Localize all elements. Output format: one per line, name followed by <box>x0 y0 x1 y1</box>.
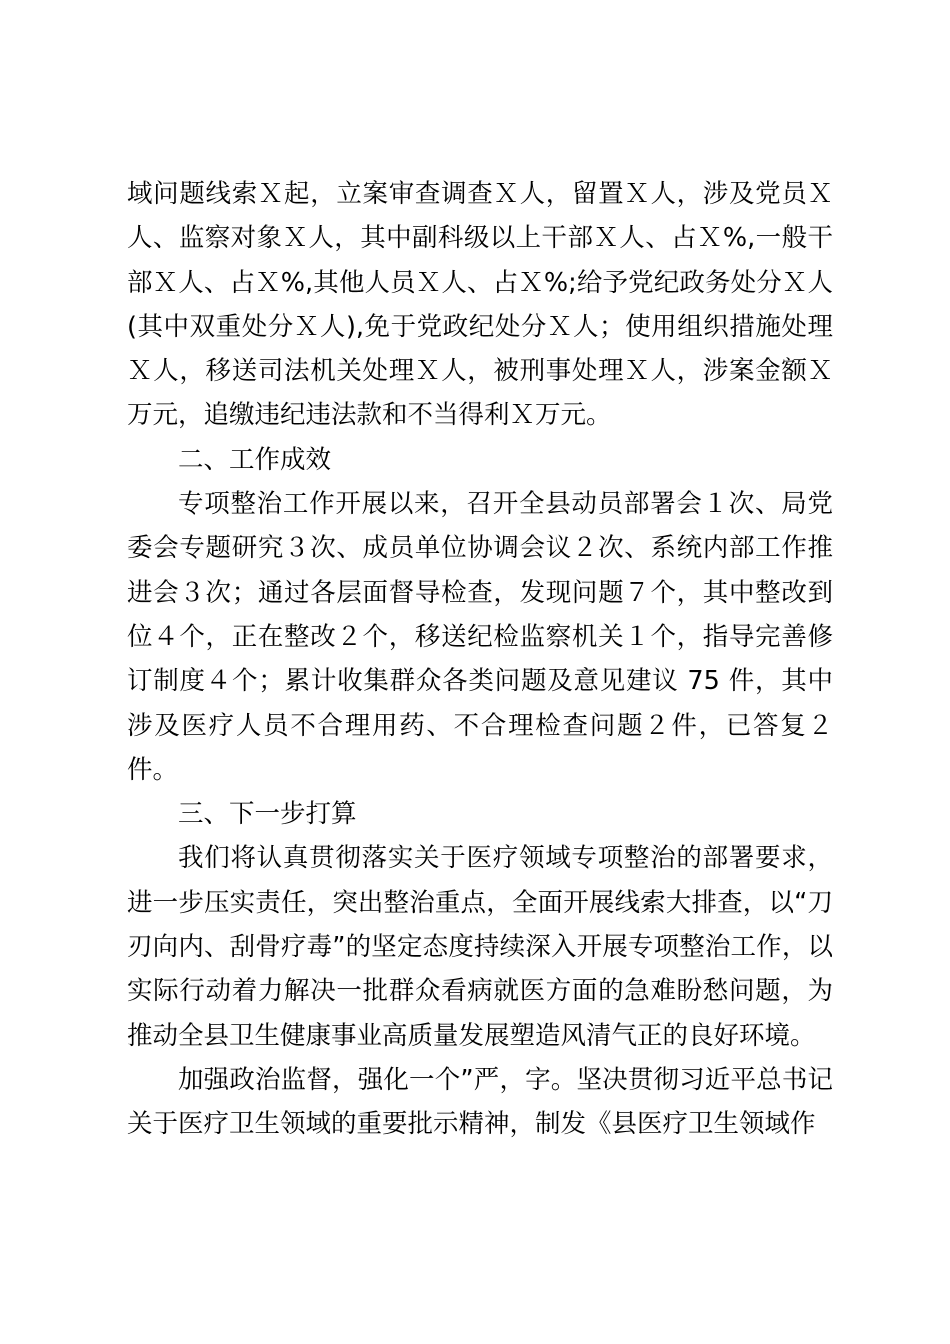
body-paragraph: 加强政治监督，强化一个”严，字。坚决贯彻习近平总书记关于医疗卫生领域的重要批示精神，制发《县医疗卫生领域作 <box>127 1064 833 1140</box>
body-paragraph: 我们将认真贯彻落实关于医疗领域专项整治的部署要求，进一步压实责任，突出整治重点，全面开展线索大排查，以“刀刃向内、刮骨疗毒”的坚定态度持续深入开展专项整治工作，以实际行动着力解决一批群众看病就医方面的急难盼愁问题，为推动全县卫生健康事业高质量发展塑造风清气正的良好环境。 <box>127 843 833 1051</box>
body-paragraph: 域问题线索Ｘ起，立案审查调查Ｘ人，留置Ｘ人，涉及党员Ｘ人、监察对象Ｘ人，其中副科级以上干部Ｘ人、占Ｘ%,一般干部Ｘ人、占Ｘ%,其他人员Ｘ人、占Ｘ%;给予党纪政务处分Ｘ人(其中双重处分Ｘ人),免于党政纪处分Ｘ人；使用组织措施处理Ｘ人，移送司法机关处理Ｘ人，被刑事处理Ｘ人，涉案金额Ｘ万元，追缴违纪违法款和不当得利Ｘ万元。 <box>127 179 833 431</box>
body-paragraph: 专项整治工作开展以来，召开全县动员部署会１次、局党委会专题研究３次、成员单位协调会议２次、系统内部工作推进会３次；通过各层面督导检查，发现问题７个，其中整改到位４个，正在整改２个，移送纪检监察机关１个，指导完善修订制度４个；累计收集群众各类问题及意见建议 75 件，其中涉及医疗人员不合理用药、不合理检查问题２件，已答复２件。 <box>127 489 833 785</box>
section-heading: 三、下一步打算 <box>178 799 357 830</box>
section-heading: 二、工作成效 <box>178 444 332 475</box>
document-page <box>127 172 833 1147</box>
